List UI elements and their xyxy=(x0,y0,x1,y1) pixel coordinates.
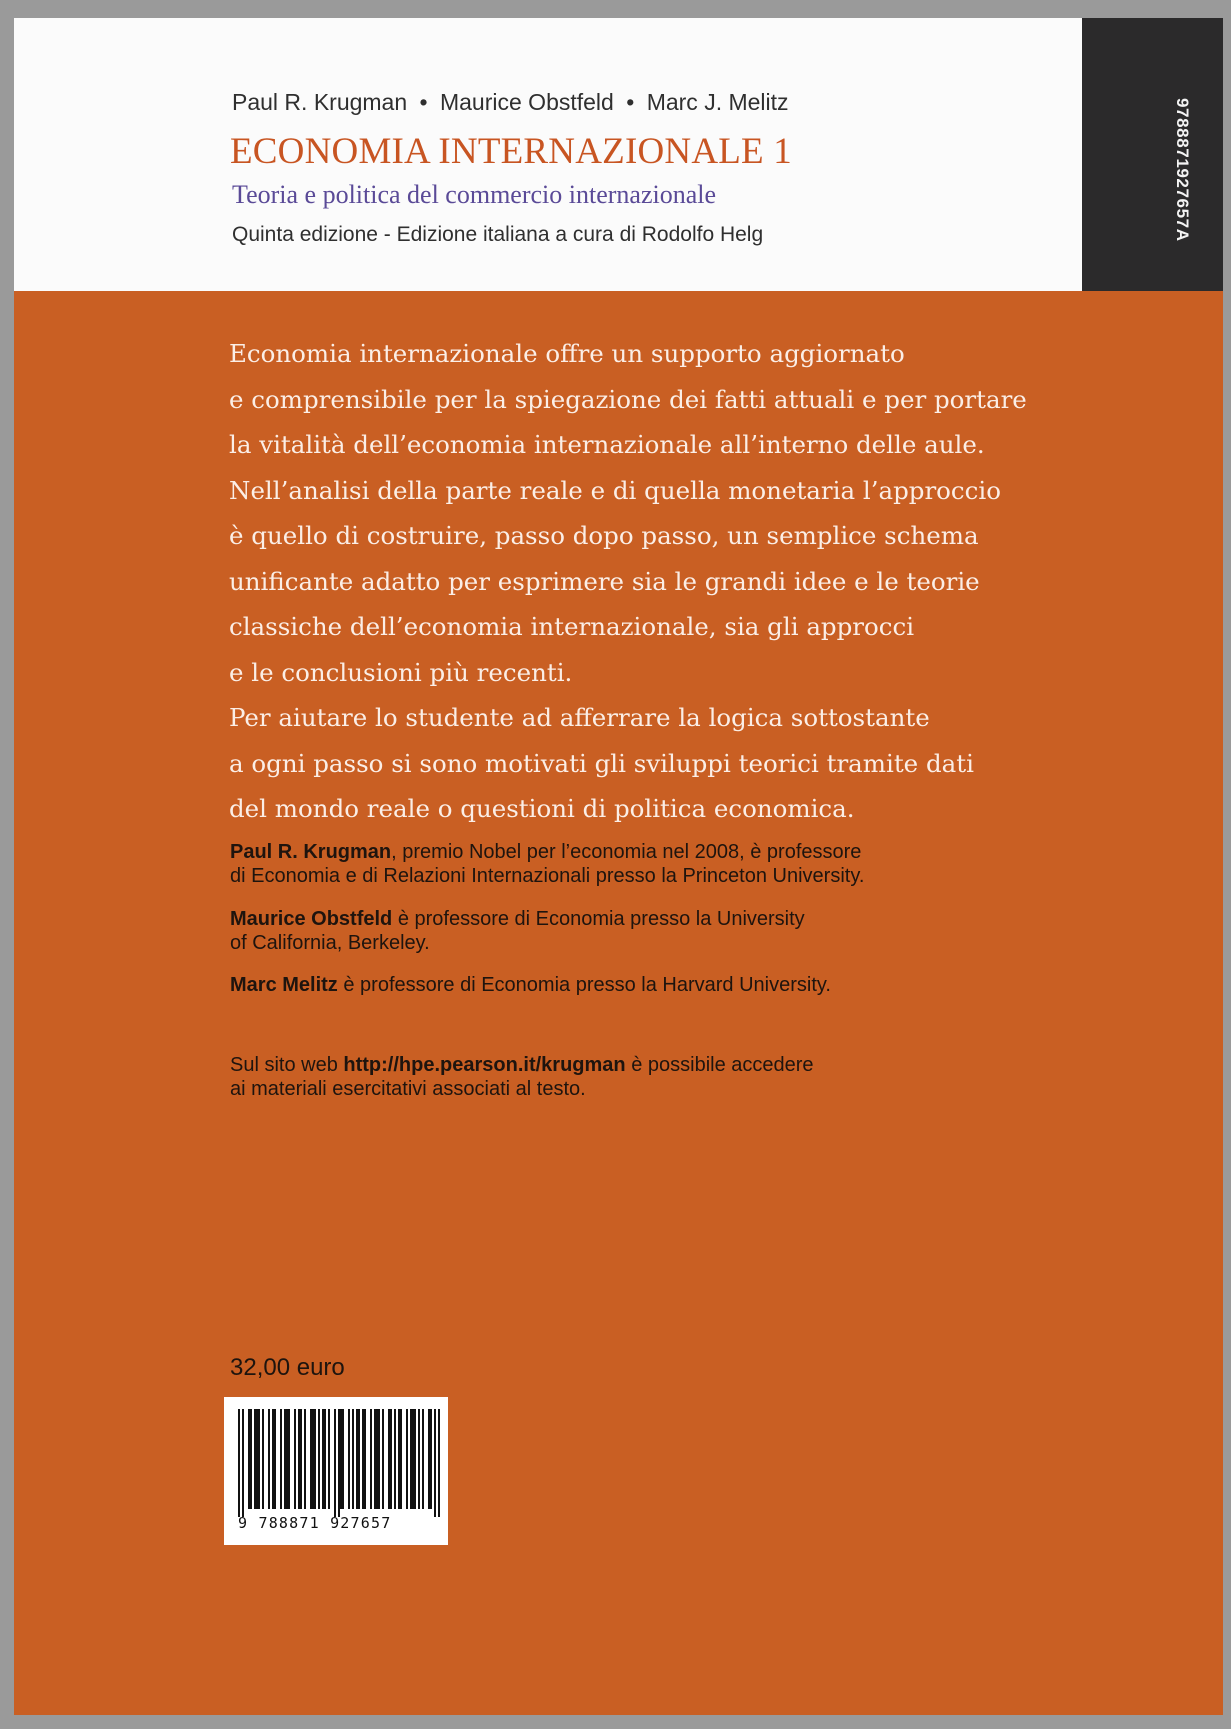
barcode-bar xyxy=(370,1409,372,1509)
barcode-bar xyxy=(280,1409,282,1509)
spine-strip xyxy=(1082,18,1223,291)
barcode-bar xyxy=(256,1409,258,1509)
barcode-bar xyxy=(312,1409,314,1509)
authors-line xyxy=(232,89,789,116)
barcode-digits: 9 788871 927657 xyxy=(238,1514,392,1532)
barcode-bar xyxy=(254,1409,256,1509)
description-line: Economia internazionale offre un supporto aggiornato xyxy=(229,339,905,368)
description-line: a ogni passo si sono motivati gli sviluppi teorici tramite dati xyxy=(229,748,974,778)
bio-obstfeld xyxy=(230,907,1050,955)
header-band xyxy=(14,18,1107,291)
description-line: è quello di costruire, passo dopo passo, un semplice schema xyxy=(229,521,979,550)
description-line: del mondo reale o questioni di politica economica. xyxy=(229,794,855,823)
barcode-bar xyxy=(414,1409,416,1509)
barcode-bar xyxy=(430,1409,432,1509)
barcode-bar xyxy=(262,1409,264,1509)
barcode-bar xyxy=(310,1409,312,1509)
barcode-bar xyxy=(304,1409,306,1509)
barcode-bar xyxy=(394,1409,396,1509)
bio-krugman xyxy=(230,840,1050,888)
barcode-bar xyxy=(422,1409,424,1509)
barcode-bar xyxy=(374,1409,376,1509)
barcode-bar xyxy=(342,1409,344,1509)
barcode-bar xyxy=(348,1409,350,1509)
bio-name: Maurice Obstfeld xyxy=(230,908,393,930)
description-line: unificante adatto per esprimere sia le grandi idee e le teorie xyxy=(229,566,980,596)
bio-text: of California, Berkeley. xyxy=(230,932,430,954)
barcode-bar xyxy=(434,1409,436,1517)
description-line: la vitalità dell’economia internazionale all’interno delle aule. xyxy=(229,430,985,459)
bio-name: Paul R. Krugman xyxy=(230,841,392,863)
barcode xyxy=(224,1397,448,1545)
barcode-bar xyxy=(324,1409,326,1509)
author-name: Maurice Obstfeld xyxy=(439,89,614,115)
barcode-bar xyxy=(340,1409,342,1509)
barcode-bar xyxy=(412,1409,414,1509)
author-separator: • xyxy=(419,89,428,115)
barcode-bar xyxy=(250,1409,252,1509)
author-separator: • xyxy=(626,89,635,115)
description-line: classiche dell’economia internazionale, sia gli approcci xyxy=(229,612,915,641)
description-line: Nell’analisi della parte reale e di quella monetaria l’approccio xyxy=(229,475,1001,505)
barcode-bar xyxy=(242,1409,244,1517)
barcode-bar xyxy=(428,1409,430,1509)
barcode-bar xyxy=(410,1409,412,1509)
website-suffix: è possibile accedere xyxy=(625,1054,814,1076)
bio-name: Marc Melitz xyxy=(230,974,338,996)
barcode-bar xyxy=(268,1409,270,1509)
description-line: Per aiutare lo studente ad afferrare la logica sottostante xyxy=(229,703,930,732)
spine-code: 9788871927657A xyxy=(1173,98,1192,242)
bio-text: è professore di Economia presso la Harvard University. xyxy=(337,974,831,996)
barcode-bar xyxy=(362,1409,364,1509)
author-name: Paul R. Krugman xyxy=(232,89,408,115)
barcode-bar xyxy=(288,1409,290,1509)
website-url: http://hpe.pearson.it/krugman xyxy=(343,1054,626,1076)
barcode-bar xyxy=(388,1409,390,1509)
website-note xyxy=(230,1053,1050,1101)
description-line: e le conclusioni più recenti. xyxy=(229,657,573,687)
barcode-bar xyxy=(258,1409,260,1509)
barcode-bar xyxy=(322,1409,324,1509)
barcode-bar xyxy=(318,1409,320,1509)
description-line: e comprensibile per la spiegazione dei fatti attuali e per portare xyxy=(229,384,1027,414)
edition-note: Quinta edizione - Edizione italiana a cura di Rodolfo Helg xyxy=(232,223,764,246)
barcode-bar xyxy=(438,1409,440,1517)
barcode-bar xyxy=(382,1409,384,1509)
book-title: ECONOMIA INTERNAZIONALE 1 xyxy=(230,131,792,172)
bio-melitz xyxy=(230,973,1050,997)
barcode-bar xyxy=(248,1409,250,1509)
barcode-bar xyxy=(286,1409,288,1509)
barcode-bar xyxy=(352,1409,354,1509)
author-name: Marc J. Melitz xyxy=(646,89,789,115)
barcode-bar xyxy=(298,1409,300,1509)
barcode-bar xyxy=(334,1409,336,1517)
bio-text: di Economia e di Relazioni Internazionali presso la Princeton University. xyxy=(230,865,865,887)
barcode-bar xyxy=(314,1409,316,1509)
barcode-bar xyxy=(378,1409,380,1509)
barcode-bar xyxy=(398,1409,400,1509)
barcode-bar xyxy=(274,1409,276,1509)
barcode-bar xyxy=(358,1409,360,1509)
barcode-bar xyxy=(338,1409,340,1517)
barcode-bar xyxy=(400,1409,402,1509)
barcode-bar xyxy=(406,1409,408,1509)
website-prefix: Sul sito web xyxy=(230,1054,344,1076)
barcode-bar xyxy=(328,1409,330,1509)
barcode-bar xyxy=(238,1409,240,1517)
barcode-bar xyxy=(356,1409,358,1509)
barcode-bar xyxy=(390,1409,392,1509)
book-description xyxy=(229,331,1089,832)
bio-text: è professore di Economia presso la University xyxy=(392,908,805,930)
website-text: ai materiali esercitativi associati al testo. xyxy=(230,1078,586,1100)
bio-text: , premio Nobel per l’economia nel 2008, è professore xyxy=(391,841,862,863)
barcode-bar xyxy=(418,1409,420,1509)
barcode-bar xyxy=(300,1409,302,1509)
barcode-bar xyxy=(272,1409,274,1509)
barcode-bar xyxy=(364,1409,366,1509)
barcode-bar xyxy=(294,1409,296,1509)
book-subtitle: Teoria e politica del commercio internazionale xyxy=(232,180,717,209)
barcode-bar xyxy=(376,1409,378,1509)
price-label: 32,00 euro xyxy=(230,1354,345,1381)
barcode-bar xyxy=(284,1409,286,1509)
book-back-cover xyxy=(14,18,1223,1715)
